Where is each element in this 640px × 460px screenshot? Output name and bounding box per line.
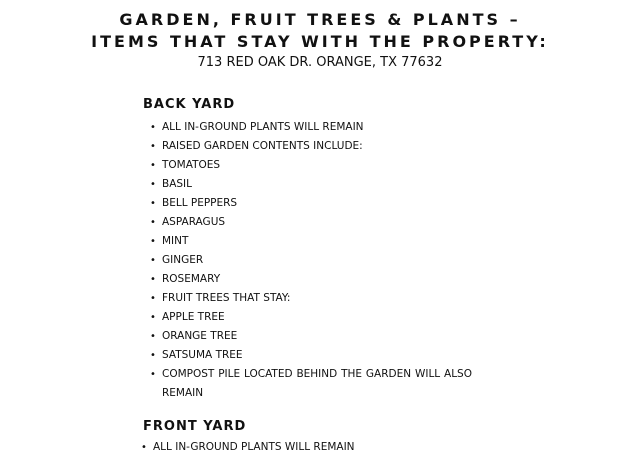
list-item: • TOMATOES [148,156,472,175]
list-item: • APPLE TREE [148,308,472,327]
property-address: 713 RED OAK DR. ORANGE, TX 77632 [197,55,443,70]
list-item: • GINGER [148,251,472,270]
front-yard-list [139,438,539,457]
bullet-icon: • [150,350,156,361]
bullet-icon: • [150,198,156,209]
bullet-icon: • [150,331,156,342]
list-item: • ORANGE TREE [148,327,472,346]
list-item: • COMPOST PILE LOCATED BEHIND THE GARDEN WILL ALSO REMAIN [148,365,472,403]
document-title-line-1: GARDEN, FRUIT TREES & PLANTS – [119,10,521,29]
list-item: • ALL IN-GROUND PLANTS WILL REMAIN [139,438,539,457]
bullet-icon: • [150,141,156,152]
bullet-icon: • [150,369,156,380]
bullet-icon: • [150,293,156,304]
list-item: • BASIL [148,175,472,194]
list-item: • ROSEMARY [148,270,472,289]
list-item: • SATSUMA TREE [148,346,472,365]
list-item: • ALL IN-GROUND PLANTS WILL REMAIN [148,118,472,137]
bullet-icon: • [150,160,156,171]
bullet-icon: • [150,179,156,190]
document-title-line-2: ITEMS THAT STAY WITH THE PROPERTY: [91,32,549,51]
bullet-icon: • [150,255,156,266]
bullet-icon: • [150,236,156,247]
bullet-icon: • [141,442,147,453]
bullet-icon: • [150,122,156,133]
bullet-icon: • [150,217,156,228]
front-yard-heading: FRONT YARD [143,419,247,434]
list-item: • BELL PEPPERS [148,194,472,213]
bullet-icon: • [150,274,156,285]
list-item: • FRUIT TREES THAT STAY: [148,289,472,308]
list-item: • ASPARAGUS [148,213,472,232]
list-item: • RAISED GARDEN CONTENTS INCLUDE: [148,137,472,156]
bullet-icon: • [150,312,156,323]
back-yard-list [148,118,472,403]
back-yard-heading: BACK YARD [143,97,236,112]
list-item: • MINT [148,232,472,251]
